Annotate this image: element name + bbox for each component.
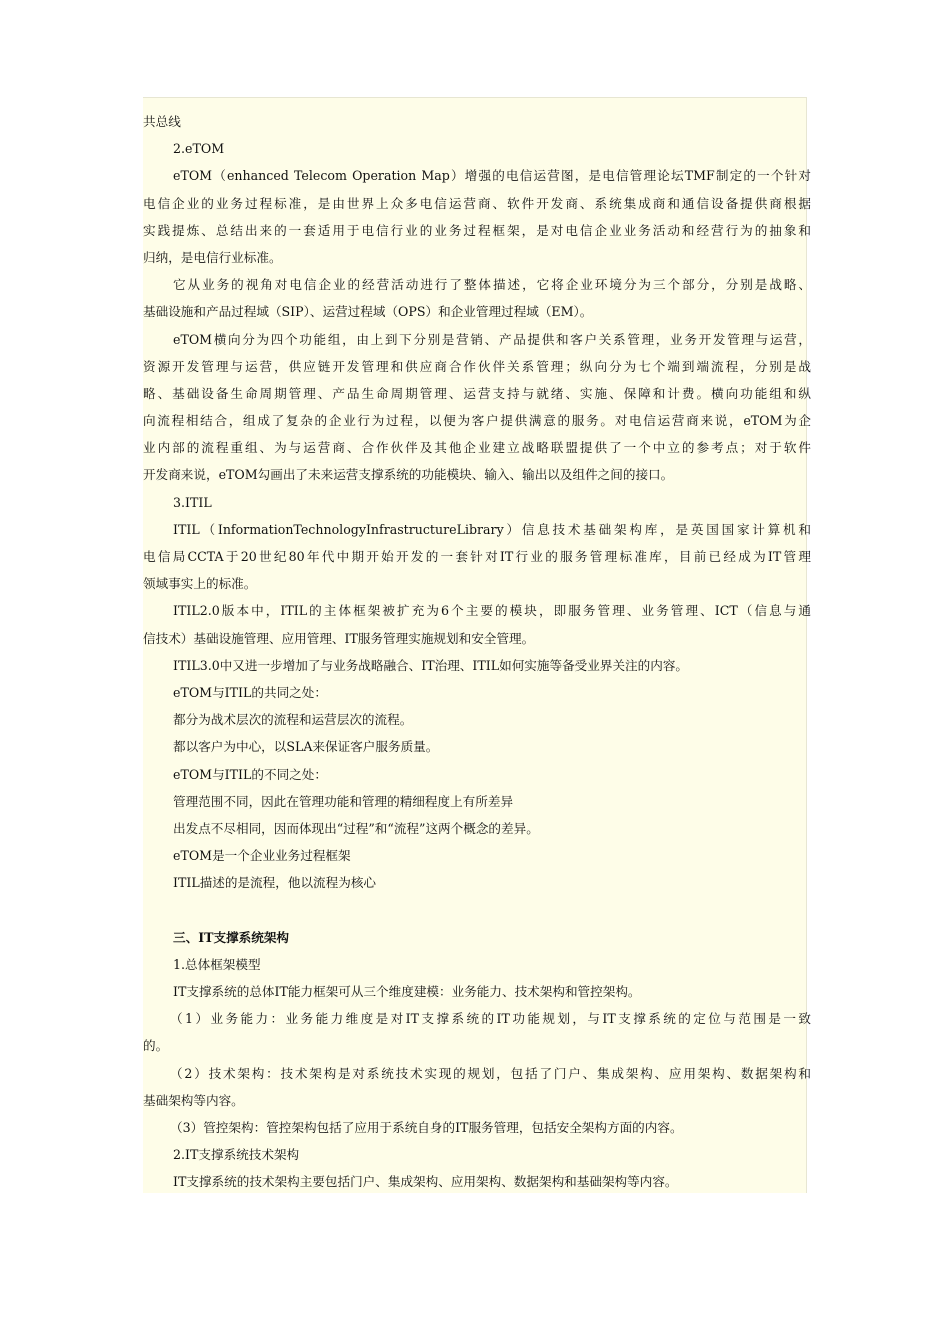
section-paragraphs <box>143 951 811 1196</box>
text-line: 归纳，是电信行业标准。 <box>143 249 282 265</box>
text-line: eTOM横向分为四个功能组，由上到下分别是营销、产品提供和客户关系管理，业务开发管理与运营， <box>173 331 811 347</box>
text-line: eTOM是一个企业业务过程框架 <box>173 848 351 864</box>
text-line: ITIL（InformationTechnologyInfrastructureLibrary）信息技术基础架构库，是英国国家计算机和 <box>173 521 811 537</box>
text-line: 业内部的流程重组、为与运营商、合作伙伴及其他企业建立战略联盟提供了一个中立的参考点；对于软件 <box>143 440 811 456</box>
text-line: eTOM与ITIL的共同之处： <box>173 684 327 700</box>
text-line: （2）技术架构：技术架构是对系统技术实现的规划，包括了门户、集成架构、应用架构、数据架构和 <box>170 1065 811 1081</box>
text-line: IT支撑系统的总体IT能力框架可从三个维度建模：业务能力、技术架构和管控架构。 <box>173 984 641 999</box>
text-line: IT支撑系统的技术架构主要包括门户、集成架构、应用架构、数据架构和基础架构等内容。 <box>173 1174 678 1190</box>
text-line: 电信企业的业务过程标准，是由世界上众多电信运营商、软件开发商、系统集成商和通信设备提供商根据 <box>143 195 811 211</box>
text-line: 电信局CCTA于20世纪80年代中期开始开发的一套针对IT行业的服务管理标准库，目前已经成为IT管理 <box>143 549 811 564</box>
text-line: 2.eTOM <box>173 141 225 157</box>
text-line: 它从业务的视角对电信企业的经营活动进行了整体描述，它将企业环境分为三个部分，分别是战略、 <box>173 277 811 293</box>
text-line: 1.总体框架模型 <box>173 956 261 972</box>
text-line: 向流程相结合，组成了复杂的企业行为过程，以便为客户提供满意的服务。对电信运营商来说，eTOM为企 <box>143 413 811 429</box>
text-line: 实践提炼、总结出来的一套适用于电信行业的业务过程框架，是对电信企业业务活动和经营行为的抽象和 <box>143 222 811 238</box>
text-line: ITIL3.0中又进一步增加了与业务战略融合、IT治理、ITIL如何实施等备受业界关注的内容。 <box>173 657 689 673</box>
text-line: 都以客户为中心，以SLA来保证客户服务质量。 <box>173 739 439 755</box>
text-line: 3.ITIL <box>173 494 212 510</box>
text-line: 资源开发管理与运营，供应链开发管理和供应商合作伙伴关系管理；纵向分为七个端到端流程，分别是战 <box>143 358 811 374</box>
text-line: 2.IT支撑系统技术架构 <box>173 1147 300 1163</box>
text-line: eTOM（enhanced Telecom Operation Map）增强的电信运营图，是电信管理论坛TMF制定的一个针对 <box>173 168 811 184</box>
text-line: 共总线 <box>143 114 181 129</box>
text-line: 管理范围不同，因此在管理功能和管理的精细程度上有所差异 <box>173 793 514 809</box>
document-body <box>143 108 811 1196</box>
text-line: ITIL2.0版本中，ITIL的主体框架被扩充为6个主要的模块，即服务管理、业务管理、ICT（信息与通 <box>173 603 811 619</box>
blank-line <box>143 896 811 923</box>
text-line: 基础架构等内容。 <box>143 1092 244 1108</box>
text-line: （3）管控架构：管控架构包括了应用于系统自身的IT服务管理，包括安全架构方面的内容。 <box>170 1119 683 1135</box>
body-paragraphs <box>143 108 811 896</box>
text-line: 基础设施和产品过程域（SIP）、运营过程域（OPS）和企业管理过程域（EM）。 <box>143 304 593 320</box>
text-line: （1）业务能力：业务能力维度是对IT支撑系统的IT功能规划，与IT支撑系统的定位与范围是一致 <box>170 1011 811 1027</box>
text-line: ITIL描述的是流程，他以流程为核心 <box>173 875 377 891</box>
text-line: 出发点不尽相同，因而体现出“过程”和“流程”这两个概念的差异。 <box>173 820 539 836</box>
text-line: 信技术）基础设施管理、应用管理、IT服务管理实施规划和安全管理。 <box>143 630 535 646</box>
text-line: 略、基础设备生命周期管理、产品生命周期管理、运营支持与就绪、实施、保障和计费。横向功能组和纵 <box>143 385 811 401</box>
text-line: eTOM与ITIL的不同之处： <box>173 766 327 782</box>
text-line: 都分为战术层次的流程和运营层次的流程。 <box>173 712 413 728</box>
text-line: 领域事实上的标准。 <box>143 576 257 592</box>
text-line: 开发商来说，eTOM勾画出了未来运营支撑系统的功能模块、输入、输出以及组件之间的接口。 <box>143 467 674 483</box>
text-line: 的。 <box>143 1038 169 1054</box>
section-heading: 三、IT支撑系统架构 <box>173 929 290 945</box>
